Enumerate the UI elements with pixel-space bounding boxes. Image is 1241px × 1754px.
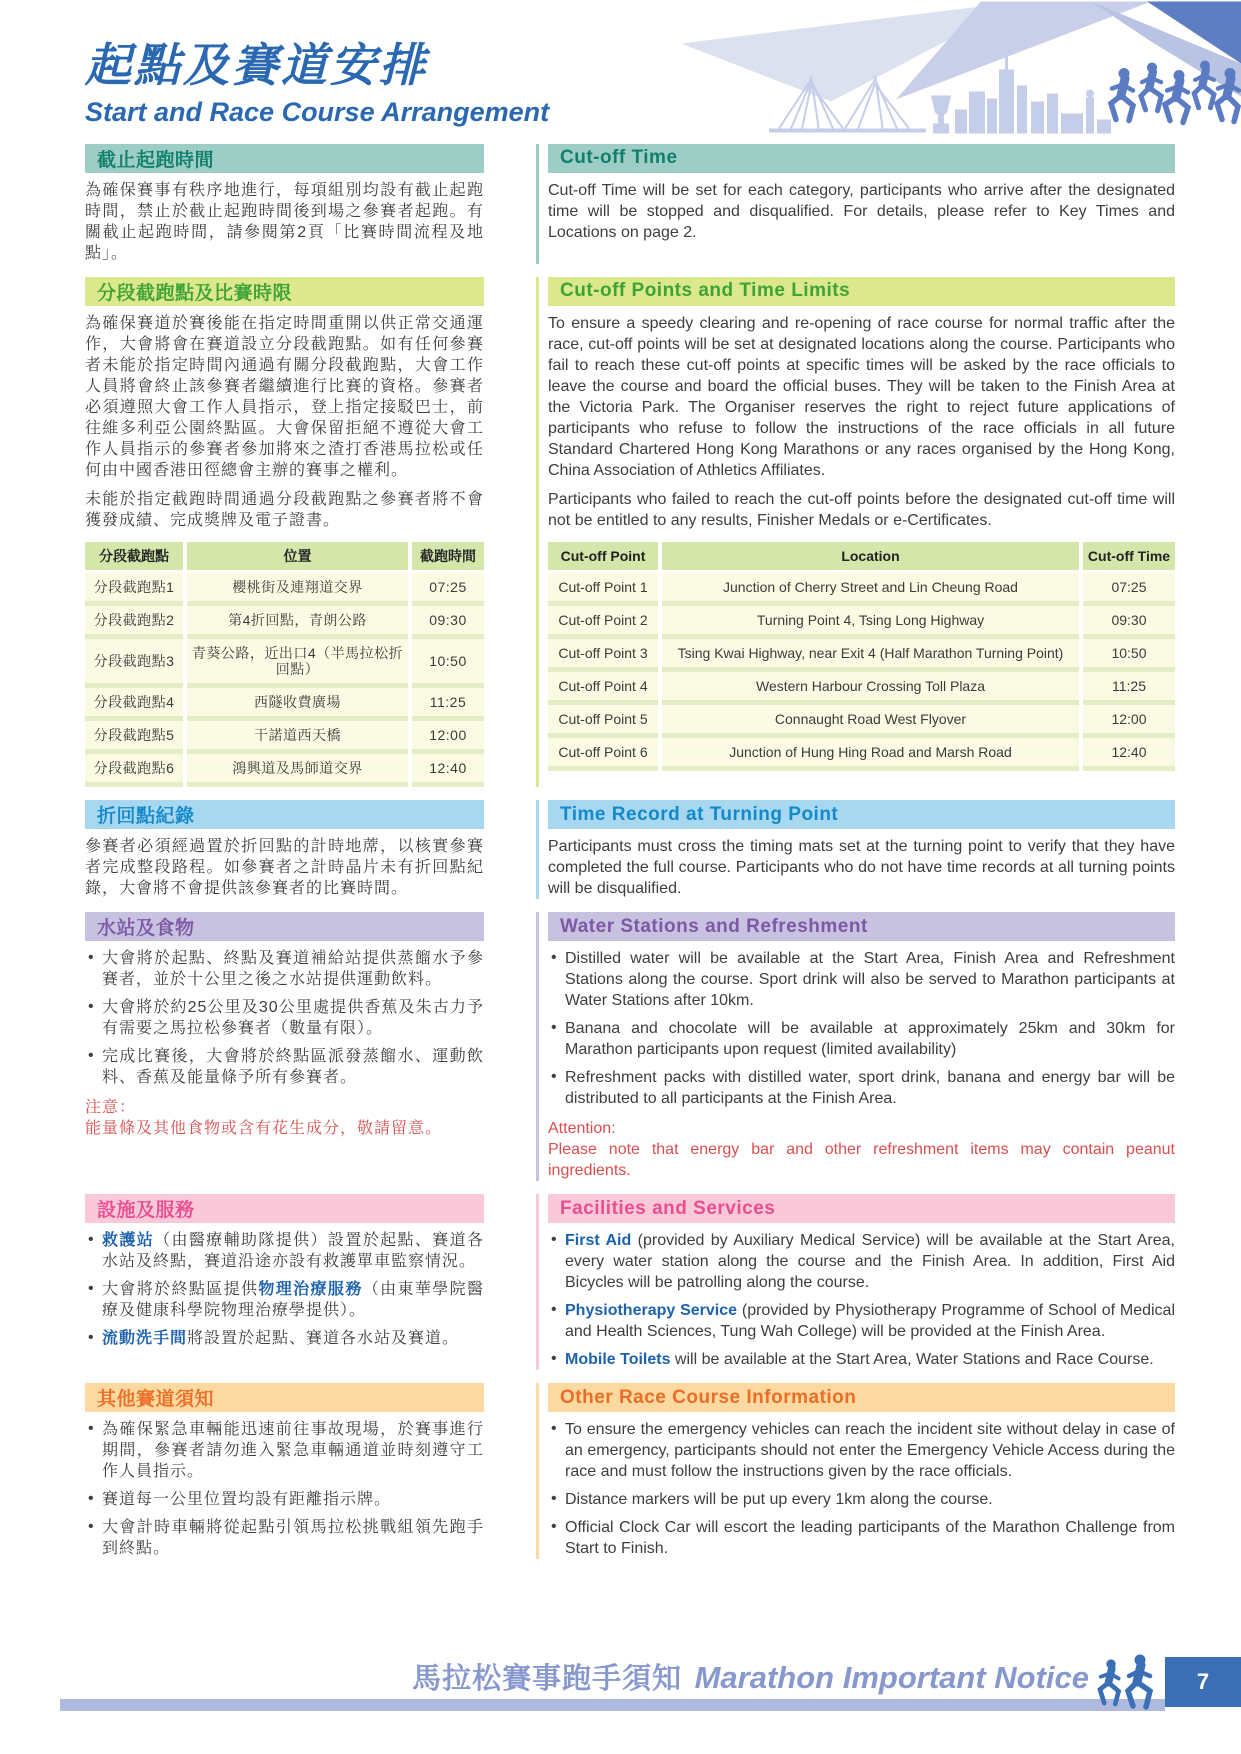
paragraph-en: Participants must cross the timing mats set at the turning point to verify that they have completed the full course. Participants who do not have time records at all turning points will be disqualified. [548,838,1175,898]
table-header-cell: Cut-off Point [548,542,658,573]
bullet-item: • Physiotherapy Service (provided by Physiotherapy Programme of School of Medical and Health Sciences, Tung Wah College) will be provided at the Finish Area. [548,1300,1175,1342]
section-header-en: Cut-off Points and Time Limits [548,277,1175,306]
highlight-term: First Aid [565,1232,632,1250]
footer-title-en: Marathon Important Notice [694,1660,1089,1695]
bullet-item: • Official Clock Car will escort the leading participants of the Marathon Challenge from Start to Finish. [548,1517,1175,1559]
section-header-zh: 水站及食物 [85,912,484,941]
page-title-en: Start and Race Course Arrangement [85,96,550,127]
table-cell: 09:30 [412,606,484,639]
bullet-item: • Distance markers will be put up every 1km along the course. [548,1489,1175,1510]
note-text: Please note that energy bar and other refreshment items may contain peanut ingredients. [548,1141,1175,1180]
section-water-refreshment [85,912,1175,1181]
highlight-term: Mobile Toilets [565,1351,671,1369]
table-header-cell: Cut-off Time [1083,542,1175,573]
bullet-item: • Refreshment packs with distilled water, sport drink, banana and energy bar will be distributed to all participants at the Finish Area. [548,1067,1175,1109]
table-cell: 12:00 [412,721,484,754]
bullet-item: • 大會將於終點區提供物理治療服務（由東華學院醫療及健康科學院物理治療學提供）。 [85,1279,484,1321]
table-header-cell: 分段截跑點 [85,542,183,573]
cutoff-table-en [548,542,1175,772]
column-divider [536,1194,539,1370]
bullet-item: • 賽道每一公里位置均設有距離指示牌。 [85,1489,484,1510]
table-cell: 分段截跑點5 [85,721,183,754]
section-header-zh: 折回點紀錄 [85,800,484,829]
highlight-term: Physiotherapy Service [565,1302,738,1320]
table-cell: 第4折回點，青朗公路 [187,606,408,639]
table-cell: 分段截跑點2 [85,606,183,639]
bullet-item: • 為確保緊急車輛能迅速前往事故現場，於賽事進行期間，參賽者請勿進入緊急車輛通道並時刻遵守工作人員指示。 [85,1419,484,1482]
footer-text [412,1656,1089,1697]
table-cell: Cut-off Point 1 [548,573,658,606]
bullet-item: • 救護站（由醫療輔助隊提供）設置於起點、賽道各水站及終點，賽道沿途亦設有救護單車監察情況。 [85,1230,484,1272]
column-divider [536,912,539,1181]
highlight-term: 流動洗手間 [102,1330,188,1348]
table-cell: 12:40 [412,754,484,787]
table-cell: 干諾道西天橋 [187,721,408,754]
table-cell: Turning Point 4, Tsing Long Highway [662,606,1079,639]
section-header-en: Water Stations and Refreshment [548,912,1175,941]
table-cell: 分段截跑點3 [85,639,183,688]
table-cell: Tsing Kwai Highway, near Exit 4 (Half Marathon Turning Point) [662,639,1079,672]
bullet-item: • Distilled water will be available at the Start Area, Finish Area and Refreshment Stations along the course. Sport drink will also be served to Marathon participants at Water Stations after 10km. [548,948,1175,1011]
table-cell: 西隧收費廣場 [187,688,408,721]
doc-header [0,0,1241,128]
table-cell: Western Harbour Crossing Toll Plaza [662,672,1079,705]
table-header-cell: Location [662,542,1079,573]
paragraph-zh: 參賽者必須經過置於折回點的計時地蓆，以核實參賽者完成整段路程。如參賽者之計時晶片未有折回點紀錄，大會將不會提供該參賽者的比賽時間。 [85,838,484,898]
table-cell: Junction of Cherry Street and Lin Cheung Road [662,573,1079,606]
table-cell: 分段截跑點1 [85,573,183,606]
table-cell: 分段截跑點6 [85,754,183,787]
table-cell: 09:30 [1083,606,1175,639]
table-cell: 11:25 [1083,672,1175,705]
note-text: 能量條及其他食物或含有花生成分，敬請留意。 [85,1120,443,1138]
page-footer [0,1652,1241,1714]
paragraph-en: Cut-off Time will be set for each category, participants who arrive after the designated time will be stopped and disqualified. For details, please refer to Key Times and Locations on page 2. [548,181,1175,241]
section-header-en: Time Record at Turning Point [548,800,1175,829]
table-cell: 12:00 [1083,705,1175,738]
table-cell: 07:25 [1083,573,1175,606]
section-header-zh: 截止起跑時間 [85,144,484,173]
section-header-en: Other Race Course Information [548,1383,1175,1412]
paragraph-en: To ensure a speedy clearing and re-opening of race course for normal traffic after the race, cut-off points will be set at designated locations along the course. Participants who fail to reach these cut-off points at specific times will be asked by the race officials to leave the course and board the official buses. They will be taken to the Finish Area at the Victoria Park. The Organiser reserves the right to reject future applications of participants who refuse to follow the instructions of the race officials in all future Standard Chartered Hong Kong Marathons or any races organised by the Hong Kong, China Association of Athletics Affiliates. [548,314,1175,479]
page-number: 7 [1165,1657,1241,1707]
table-cell: 分段截跑點4 [85,688,183,721]
section-other-info [85,1383,1175,1559]
highlight-term: 救護站 [102,1232,155,1250]
section-header-zh: 分段截跑點及比賽時限 [85,277,484,306]
bullet-item: • Banana and chocolate will be available at approximately 25km and 30km for Marathon participants upon request (limited availability) [548,1018,1175,1060]
table-cell: 青葵公路，近出口4（半馬拉松折回點） [187,639,408,688]
column-divider [536,144,539,264]
bullet-item: • 流動洗手間將設置於起點、賽道各水站及賽道。 [85,1328,484,1349]
section-header-zh: 其他賽道須知 [85,1383,484,1412]
table-cell: Junction of Hung Hing Road and Marsh Road [662,738,1079,771]
peanut-warning-en [548,1118,1175,1181]
bullet-item: • 大會計時車輛將從起點引領馬拉松挑戰組領先跑手到終點。 [85,1517,484,1559]
content-area [85,144,1175,1560]
note-label: Attention: [548,1120,616,1138]
table-header-cell: 位置 [187,542,408,573]
section-cutoff-time [85,144,1175,264]
highlight-term: 物理治療服務 [258,1281,363,1299]
paragraph-zh: 為確保賽道於賽後能在指定時間重開以供正常交通運作，大會將會在賽道設立分段截跑點。如有任何參賽者未能於指定時間內通過有關分段截跑點，大會工作人員將會終止該參賽者繼續進行比賽的資格。參賽者必須遵照大會工作人員指示，登上指定接駁巴士，前往維多利亞公園終點區。大會保留拒絕不遵從大會工作人員指示的參賽者參加將來之渣打香港馬拉松或任何由中國香港田徑總會主辦的賽事之權利。 [85,314,484,479]
column-divider [536,277,539,788]
table-cell: 10:50 [1083,639,1175,672]
paragraph-zh: 未能於指定截跑時間通過分段截跑點之參賽者將不會獲發成績、完成獎牌及電子證書。 [85,490,484,529]
table-cell: Cut-off Point 6 [548,738,658,771]
section-header-zh: 設施及服務 [85,1194,484,1223]
table-cell: 11:25 [412,688,484,721]
bullet-item: • 大會將於約25公里及30公里處提供香蕉及朱古力予有需要之馬拉松參賽者（數量有限）。 [85,997,484,1039]
table-cell: 12:40 [1083,738,1175,771]
table-cell: Cut-off Point 4 [548,672,658,705]
table-cell: 07:25 [412,573,484,606]
cutoff-table-zh [85,542,484,788]
table-cell: 鴻興道及馬師道交界 [187,754,408,787]
table-cell: Cut-off Point 5 [548,705,658,738]
note-label: 注意： [85,1099,137,1117]
table-cell: Cut-off Point 2 [548,606,658,639]
footer-band [60,1699,1165,1711]
bullet-item: • To ensure the emergency vehicles can reach the incident site without delay in case of an emergency, participants should not enter the Emergency Vehicle Access during the race and must follow the instructions given by the race officials. [548,1419,1175,1482]
table-cell: 10:50 [412,639,484,688]
footer-runners-icon [1093,1652,1161,1710]
table-header-cell: 截跑時間 [412,542,484,573]
bullet-item: • 完成比賽後，大會將於終點區派發蒸餾水、運動飲料、香蕉及能量條予所有參賽者。 [85,1046,484,1088]
paragraph-en: Participants who failed to reach the cut-off points before the designated cut-off time will not be entitled to any results, Finisher Medals or e-Certificates. [548,490,1175,529]
bullet-item: • 大會將於起點、終點及賽道補給站提供蒸餾水予參賽者，並於十公里之後之水站提供運動飲料。 [85,948,484,990]
table-cell: 櫻桃街及連翔道交界 [187,573,408,606]
section-header-en: Facilities and Services [548,1194,1175,1223]
section-facilities-services [85,1194,1175,1370]
peanut-warning-zh [85,1097,484,1139]
column-divider [536,1383,539,1559]
section-turning-point [85,800,1175,899]
page-title-zh: 起點及賽道安排 [85,39,428,91]
bullet-item: • First Aid (provided by Auxiliary Medical Service) will be available at the Start Area, every water station along the course and the Finish Area. In addition, First Aid Bicycles will be patrolling along the course. [548,1230,1175,1293]
section-header-en: Cut-off Time [548,144,1175,173]
bullet-item: • Mobile Toilets will be available at the Start Area, Water Stations and Race Course. [548,1349,1175,1370]
footer-title-zh: 馬拉松賽事跑手須知 [412,1663,683,1695]
table-cell: Connaught Road West Flyover [662,705,1079,738]
section-cutoff-points [85,277,1175,788]
table-cell: Cut-off Point 3 [548,639,658,672]
paragraph-zh: 為確保賽事有秩序地進行，每項組別均設有截止起跑時間，禁止於截止起跑時間後到場之參賽者起跑。有關截止起跑時間，請參閱第2頁「比賽時間流程及地點」。 [85,181,484,262]
column-divider [536,800,539,899]
